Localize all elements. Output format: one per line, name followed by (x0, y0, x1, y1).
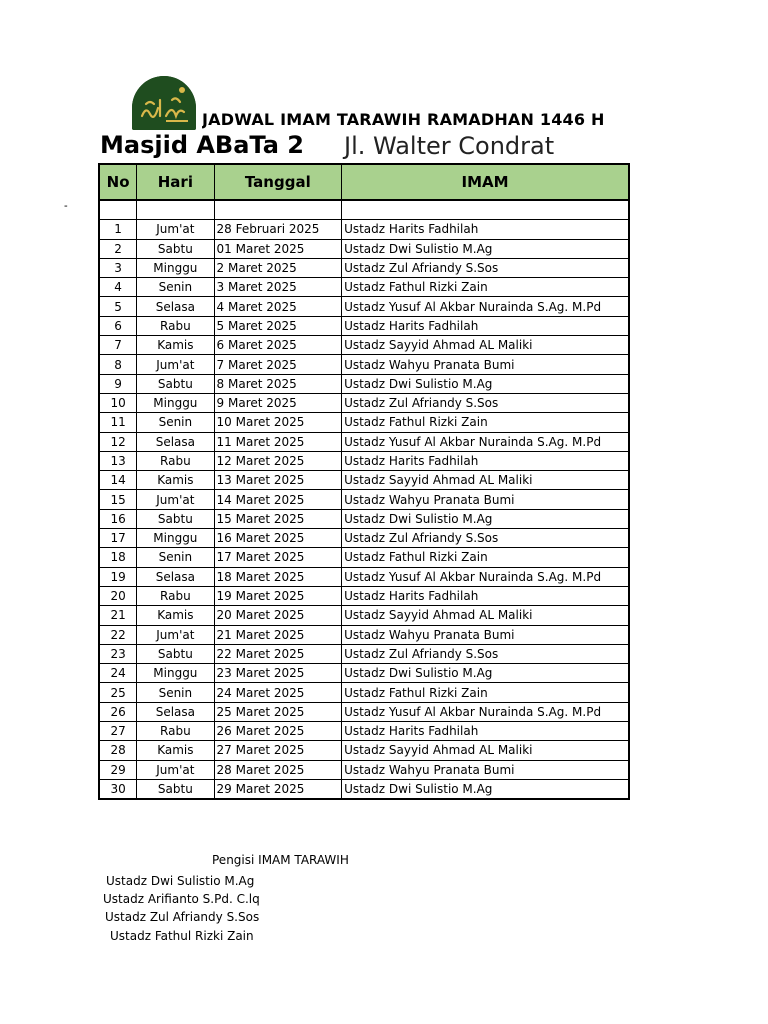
row-tanggal: 10 Maret 2025 (214, 413, 342, 432)
table-row (99, 451, 629, 470)
row-tanggal: 6 Maret 2025 (214, 336, 342, 355)
row-tanggal: 16 Maret 2025 (214, 529, 342, 548)
table-spacer-row (99, 200, 629, 220)
row-no: 3 (99, 258, 137, 277)
row-hari: Rabu (137, 722, 214, 741)
row-imam: Ustadz Zul Afriandy S.Sos (342, 258, 629, 277)
row-hari: Kamis (137, 606, 214, 625)
table-row (99, 567, 629, 586)
row-tanggal: 8 Maret 2025 (214, 374, 342, 393)
row-hari: Kamis (137, 471, 214, 490)
row-imam: Ustadz Yusuf Al Akbar Nurainda S.Ag. M.Pd (342, 297, 629, 316)
row-no: 1 (99, 220, 137, 239)
table-row (99, 297, 629, 316)
imam-list-item: Ustadz Dwi Sulistio M.Ag (106, 874, 255, 888)
table-row (99, 490, 629, 509)
row-no: 17 (99, 529, 137, 548)
imam-list-item: Ustadz Fathul Rizki Zain (110, 929, 254, 943)
table-row (99, 741, 629, 760)
row-tanggal: 7 Maret 2025 (214, 355, 342, 374)
row-no: 10 (99, 393, 137, 412)
row-imam: Ustadz Dwi Sulistio M.Ag (342, 374, 629, 393)
table-row (99, 471, 629, 490)
row-no: 20 (99, 586, 137, 605)
row-no: 23 (99, 644, 137, 663)
table-row (99, 548, 629, 567)
header-hari: Hari (137, 164, 214, 200)
row-imam: Ustadz Fathul Rizki Zain (342, 278, 629, 297)
masjid-address: Jl. Walter Condrat (344, 132, 555, 160)
table-row (99, 722, 629, 741)
row-imam: Ustadz Harits Fadhilah (342, 586, 629, 605)
table-row (99, 258, 629, 277)
row-hari: Jum'at (137, 625, 214, 644)
row-tanggal: 17 Maret 2025 (214, 548, 342, 567)
row-imam: Ustadz Yusuf Al Akbar Nurainda S.Ag. M.Pd (342, 432, 629, 451)
imam-list-item: Ustadz Arifianto S.Pd. C.lq (103, 892, 260, 906)
row-imam: Ustadz Dwi Sulistio M.Ag (342, 664, 629, 683)
row-no: 6 (99, 316, 137, 335)
row-no: 14 (99, 471, 137, 490)
row-imam: Ustadz Wahyu Pranata Bumi (342, 355, 629, 374)
row-no: 25 (99, 683, 137, 702)
row-tanggal: 4 Maret 2025 (214, 297, 342, 316)
row-imam: Ustadz Dwi Sulistio M.Ag (342, 779, 629, 799)
row-tanggal: 3 Maret 2025 (214, 278, 342, 297)
row-hari: Selasa (137, 297, 214, 316)
row-hari: Jum'at (137, 490, 214, 509)
mosque-crescent-logo (132, 76, 196, 130)
table-row (99, 586, 629, 605)
masjid-name: Masjid ABaTa 2 (100, 131, 304, 159)
row-no: 18 (99, 548, 137, 567)
row-hari: Minggu (137, 393, 214, 412)
row-tanggal: 25 Maret 2025 (214, 702, 342, 721)
table-header-row (99, 164, 629, 200)
row-hari: Rabu (137, 586, 214, 605)
row-tanggal: 19 Maret 2025 (214, 586, 342, 605)
row-imam: Ustadz Harits Fadhilah (342, 220, 629, 239)
row-no: 19 (99, 567, 137, 586)
row-imam: Ustadz Harits Fadhilah (342, 451, 629, 470)
row-imam: Ustadz Yusuf Al Akbar Nurainda S.Ag. M.Pd (342, 702, 629, 721)
row-imam: Ustadz Wahyu Pranata Bumi (342, 490, 629, 509)
row-imam: Ustadz Sayyid Ahmad AL Maliki (342, 471, 629, 490)
row-tanggal: 29 Maret 2025 (214, 779, 342, 799)
row-hari: Jum'at (137, 220, 214, 239)
row-no: 11 (99, 413, 137, 432)
row-tanggal: 13 Maret 2025 (214, 471, 342, 490)
row-imam: Ustadz Fathul Rizki Zain (342, 683, 629, 702)
imam-schedule-table (98, 163, 630, 800)
row-hari: Kamis (137, 741, 214, 760)
row-tanggal: 15 Maret 2025 (214, 509, 342, 528)
table-row (99, 664, 629, 683)
header-no: No (99, 164, 137, 200)
row-tanggal: 28 Februari 2025 (214, 220, 342, 239)
row-imam: Ustadz Wahyu Pranata Bumi (342, 625, 629, 644)
row-no: 9 (99, 374, 137, 393)
row-tanggal: 23 Maret 2025 (214, 664, 342, 683)
table-row (99, 683, 629, 702)
table-row (99, 316, 629, 335)
table-row (99, 413, 629, 432)
row-no: 22 (99, 625, 137, 644)
row-hari: Senin (137, 683, 214, 702)
row-no: 8 (99, 355, 137, 374)
table-row (99, 220, 629, 239)
stray-mark: - (64, 200, 68, 212)
row-tanggal: 22 Maret 2025 (214, 644, 342, 663)
row-hari: Sabtu (137, 644, 214, 663)
row-imam: Ustadz Wahyu Pranata Bumi (342, 760, 629, 779)
row-hari: Sabtu (137, 239, 214, 258)
table-row (99, 239, 629, 258)
table-row (99, 509, 629, 528)
row-no: 27 (99, 722, 137, 741)
row-hari: Jum'at (137, 355, 214, 374)
row-tanggal: 14 Maret 2025 (214, 490, 342, 509)
row-no: 2 (99, 239, 137, 258)
row-imam: Ustadz Harits Fadhilah (342, 722, 629, 741)
row-hari: Kamis (137, 336, 214, 355)
table-row (99, 393, 629, 412)
row-imam: Ustadz Zul Afriandy S.Sos (342, 644, 629, 663)
row-imam: Ustadz Sayyid Ahmad AL Maliki (342, 606, 629, 625)
row-hari: Sabtu (137, 374, 214, 393)
imam-list-item: Ustadz Zul Afriandy S.Sos (105, 910, 260, 924)
row-imam: Ustadz Yusuf Al Akbar Nurainda S.Ag. M.Pd (342, 567, 629, 586)
row-tanggal: 9 Maret 2025 (214, 393, 342, 412)
row-no: 30 (99, 779, 137, 799)
row-hari: Minggu (137, 258, 214, 277)
row-hari: Sabtu (137, 779, 214, 799)
row-hari: Selasa (137, 567, 214, 586)
row-tanggal: 21 Maret 2025 (214, 625, 342, 644)
table-row (99, 529, 629, 548)
row-tanggal: 20 Maret 2025 (214, 606, 342, 625)
table-row (99, 644, 629, 663)
row-tanggal: 18 Maret 2025 (214, 567, 342, 586)
row-imam: Ustadz Fathul Rizki Zain (342, 413, 629, 432)
table-row (99, 278, 629, 297)
header-tanggal: Tanggal (214, 164, 342, 200)
row-hari: Rabu (137, 451, 214, 470)
row-tanggal: 28 Maret 2025 (214, 760, 342, 779)
row-imam: Ustadz Sayyid Ahmad AL Maliki (342, 336, 629, 355)
row-no: 13 (99, 451, 137, 470)
row-no: 4 (99, 278, 137, 297)
row-hari: Senin (137, 548, 214, 567)
row-hari: Sabtu (137, 509, 214, 528)
row-imam: Ustadz Dwi Sulistio M.Ag (342, 509, 629, 528)
schedule-title: JADWAL IMAM TARAWIH RAMADHAN 1446 H (202, 110, 605, 129)
table-row (99, 336, 629, 355)
table-row (99, 374, 629, 393)
row-imam: Ustadz Zul Afriandy S.Sos (342, 529, 629, 548)
row-no: 26 (99, 702, 137, 721)
row-hari: Minggu (137, 664, 214, 683)
row-hari: Senin (137, 278, 214, 297)
row-no: 28 (99, 741, 137, 760)
table-row (99, 625, 629, 644)
table-row (99, 606, 629, 625)
row-tanggal: 26 Maret 2025 (214, 722, 342, 741)
imam-list-heading: Pengisi IMAM TARAWIH (212, 853, 349, 867)
table-row (99, 355, 629, 374)
row-hari: Minggu (137, 529, 214, 548)
row-tanggal: 11 Maret 2025 (214, 432, 342, 451)
row-tanggal: 2 Maret 2025 (214, 258, 342, 277)
table-row (99, 760, 629, 779)
row-hari: Selasa (137, 432, 214, 451)
table-row (99, 779, 629, 799)
row-hari: Senin (137, 413, 214, 432)
row-imam: Ustadz Dwi Sulistio M.Ag (342, 239, 629, 258)
row-tanggal: 01 Maret 2025 (214, 239, 342, 258)
row-no: 7 (99, 336, 137, 355)
row-tanggal: 12 Maret 2025 (214, 451, 342, 470)
row-no: 15 (99, 490, 137, 509)
table-body (99, 200, 629, 799)
row-no: 24 (99, 664, 137, 683)
row-no: 12 (99, 432, 137, 451)
row-tanggal: 27 Maret 2025 (214, 741, 342, 760)
table-row (99, 432, 629, 451)
row-imam: Ustadz Harits Fadhilah (342, 316, 629, 335)
row-tanggal: 24 Maret 2025 (214, 683, 342, 702)
row-imam: Ustadz Zul Afriandy S.Sos (342, 393, 629, 412)
table-row (99, 702, 629, 721)
row-hari: Selasa (137, 702, 214, 721)
row-hari: Rabu (137, 316, 214, 335)
row-no: 16 (99, 509, 137, 528)
header-imam: IMAM (342, 164, 629, 200)
row-tanggal: 5 Maret 2025 (214, 316, 342, 335)
row-no: 29 (99, 760, 137, 779)
row-imam: Ustadz Sayyid Ahmad AL Maliki (342, 741, 629, 760)
row-no: 21 (99, 606, 137, 625)
row-imam: Ustadz Fathul Rizki Zain (342, 548, 629, 567)
row-hari: Jum'at (137, 760, 214, 779)
row-no: 5 (99, 297, 137, 316)
